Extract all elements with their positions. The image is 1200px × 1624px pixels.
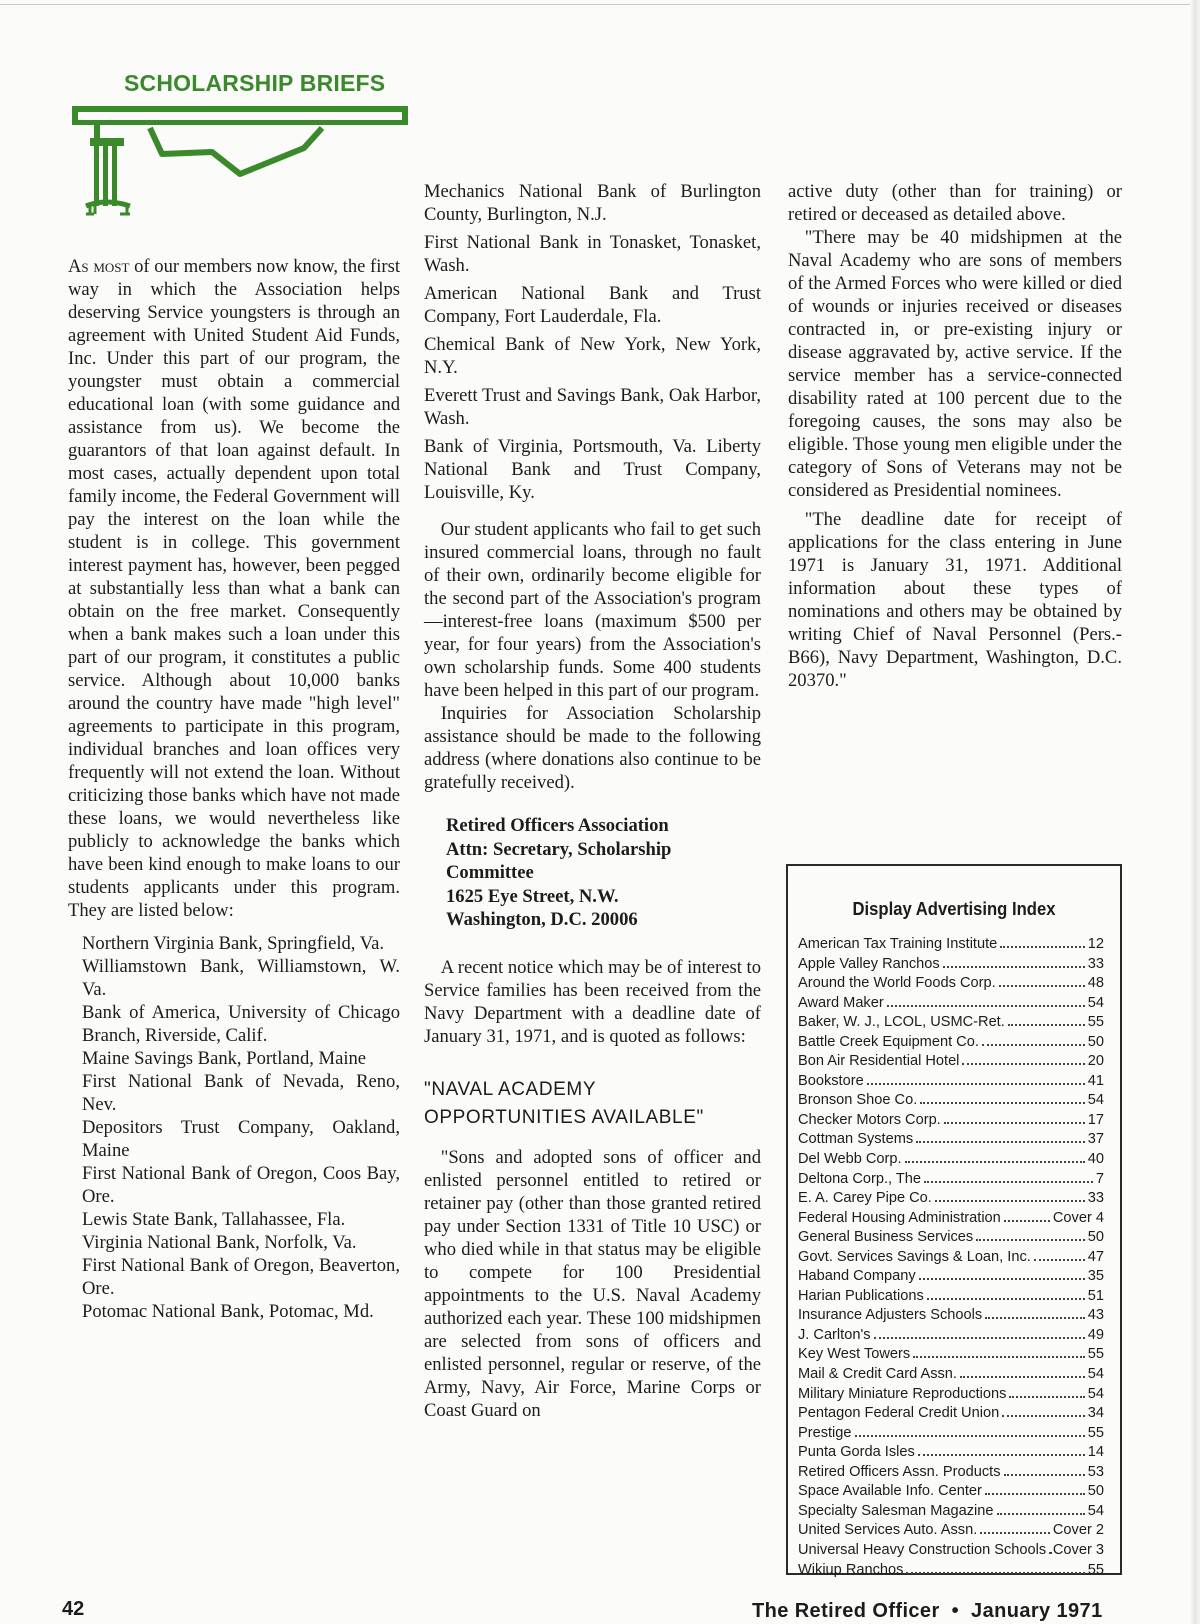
advertising-index-row — [798, 1012, 1104, 1032]
dot-leader — [906, 1560, 1084, 1574]
intro-text: of our members now know, the first way in which the Association helps deserving Service youngsters is through an agreement with United Student Aid Funds, Inc. Under this part of our program, the youngster must obtain a commercial educational loan (with some guidance and assistance from us). We become the guarantors of that loan against default. In most cases, actually dependent upon total family income, the Federal Government will pay the interest on the loan while the student is in college. This government interest payment has, however, been pegged at substantially less than what a bank can obtain on the free market. Consequently when a bank makes such a loan under this part of our program, it constitutes a public service. Although about 10,000 banks around the country have made "high level" agreements to participate in this program, individual branches and loan offices very frequently will not extend the loan. Without criticizing those banks which have not made these loans, we would nevertheless like publicly to acknowledge the banks which have been kind enough to make loans to our students applicants under this program. They are listed below: — [68, 256, 400, 921]
paragraph-inquiries: Inquiries for Association Scholarship assistance should be made to the following address (where donations also continue to be gratefully received). — [424, 703, 761, 793]
advertising-index-row — [798, 1051, 1104, 1071]
advertiser-page: 37 — [1087, 1131, 1104, 1148]
advertising-index-row — [798, 1520, 1104, 1540]
advertiser-name: Checker Motors Corp. — [798, 1111, 941, 1128]
advertiser-page: 54 — [1087, 994, 1104, 1011]
advertising-index-row — [798, 1032, 1104, 1052]
advertising-index-row — [798, 1364, 1104, 1384]
dot-leader — [980, 1520, 1050, 1534]
address-line: 1625 Eye Street, N.W. — [446, 885, 619, 907]
advertising-index-row — [798, 973, 1104, 993]
advertising-index-row — [798, 1305, 1104, 1325]
address-line: Attn: Secretary, Scholarship Committee — [446, 838, 672, 883]
advertiser-name: Specialty Salesman Magazine — [798, 1502, 994, 1519]
advertising-index-row — [798, 1149, 1104, 1169]
quote-subheading: "NAVAL ACADEMY OPPORTUNITIES AVAILABLE" — [424, 1078, 704, 1128]
advertiser-name: Award Maker — [798, 994, 884, 1011]
advertising-index-row — [798, 1169, 1104, 1189]
dot-leader — [1004, 1208, 1050, 1222]
dot-leader — [999, 973, 1085, 987]
footer-bullet: • — [951, 1600, 960, 1622]
advertising-index-row — [798, 1071, 1104, 1091]
advertiser-page: 55 — [1087, 1424, 1104, 1441]
advertiser-page: 41 — [1087, 1072, 1104, 1089]
publication-name: The Retired Officer — [752, 1600, 940, 1622]
advertiser-name: Military Miniature Reproductions — [798, 1385, 1007, 1402]
advertiser-name: Govt. Services Savings & Loan, Inc. — [798, 1248, 1031, 1265]
advertiser-page: 48 — [1087, 975, 1104, 992]
paragraph-interest-free: Our student applicants who fail to get such insured commercial loans, through no fault of their own, ordinarily become eligible for the second part of the Association's program—interest-free loans (maximum $500 per year, for four years) from the Association's own scholarship funds. Some 400 students have been helped in this part of our program. — [424, 519, 761, 701]
dot-leader — [985, 1305, 1085, 1319]
page-edge — [1190, 0, 1200, 1624]
advertiser-name: Pentagon Federal Credit Union — [798, 1405, 1000, 1422]
list-item: Virginia National Bank, Norfolk, Va. — [82, 1232, 357, 1253]
advertiser-page: 14 — [1087, 1444, 1104, 1461]
advertising-index-row — [798, 1286, 1104, 1306]
list-item: American National Bank and Trust Company, Fort Lauderdale, Fla. — [424, 283, 761, 327]
advertising-index-row — [798, 1129, 1104, 1149]
advertiser-name: Del Webb Corp. — [798, 1151, 902, 1168]
advertiser-name: Prestige — [798, 1424, 852, 1441]
top-rule — [0, 4, 1200, 5]
advertising-index-row — [798, 934, 1104, 954]
dot-leader — [927, 1286, 1085, 1300]
dot-leader — [920, 1090, 1085, 1104]
dot-leader — [919, 1266, 1085, 1280]
dot-leader — [997, 1501, 1085, 1515]
list-item: Chemical Bank of New York, New York, N.Y. — [424, 334, 761, 378]
dot-leader — [1009, 1384, 1084, 1398]
advertiser-page: Cover 4 — [1052, 1209, 1104, 1226]
list-item: Maine Savings Bank, Portland, Maine — [82, 1048, 367, 1069]
advertiser-page: 55 — [1087, 1561, 1104, 1578]
advertiser-page: 17 — [1087, 1111, 1104, 1128]
advertising-index-box — [786, 864, 1122, 1578]
advertiser-page: 47 — [1087, 1248, 1104, 1265]
list-item: Bank of America, University of Chicago Branch, Riverside, Calif. — [82, 1002, 400, 1046]
mailing-address — [424, 814, 761, 932]
list-item: First National Bank of Nevada, Reno, Nev. — [82, 1071, 400, 1115]
advertising-index-row — [798, 1462, 1104, 1482]
advertising-index-row — [798, 1325, 1104, 1345]
advertising-index-row — [798, 1403, 1104, 1423]
intro-paragraph — [68, 255, 400, 922]
paragraph-deadline: "The deadline date for receipt of applications for the class entering in June 1971 is January 31, 1971. Additional information about these types of nominations and others may be obtained by writing Chief of Naval Personnel (Pers.-B66), Navy Department, Washington, D.C. 20370." — [788, 509, 1122, 691]
advertiser-name: Wikiup Ranchos — [798, 1561, 904, 1578]
advertising-index-row — [798, 1560, 1104, 1580]
advertiser-page: 55 — [1087, 1346, 1104, 1363]
list-item: First National Bank of Oregon, Coos Bay, Ore. — [82, 1163, 400, 1207]
dot-leader — [1008, 1012, 1085, 1026]
advertising-index-list — [788, 934, 1120, 1579]
advertising-index-row — [798, 1501, 1104, 1521]
page-number: 42 — [62, 1598, 85, 1620]
dot-leader — [982, 1032, 1085, 1046]
advertiser-name: Deltona Corp., The — [798, 1170, 922, 1187]
column-3 — [788, 180, 1122, 692]
advertiser-page: 51 — [1087, 1287, 1104, 1304]
advertiser-page: 53 — [1087, 1463, 1104, 1480]
advertiser-page: 54 — [1087, 1366, 1104, 1383]
advertising-index-row — [798, 1208, 1104, 1228]
dot-leader — [855, 1423, 1085, 1437]
list-item: Williamstown Bank, Williamstown, W. Va. — [82, 956, 400, 1000]
list-item: Northern Virginia Bank, Springfield, Va. — [82, 933, 385, 954]
advertising-index-row — [798, 1384, 1104, 1404]
advertising-index-row — [798, 1481, 1104, 1501]
advertiser-page: 43 — [1087, 1307, 1104, 1324]
list-item: Everett Trust and Savings Bank, Oak Harbor, Wash. — [424, 385, 762, 429]
advertising-index-row — [798, 1266, 1104, 1286]
dot-leader — [1004, 1462, 1085, 1476]
advertising-index-row — [798, 1188, 1104, 1208]
page-footer — [752, 1600, 1103, 1623]
bank-list-2 — [424, 180, 761, 504]
advertiser-page: 12 — [1087, 936, 1104, 952]
list-item: Depositors Trust Company, Oakland, Maine — [82, 1117, 400, 1161]
dot-leader — [962, 1051, 1084, 1065]
advertiser-page: Cover 2 — [1052, 1522, 1104, 1539]
advertising-index-row — [798, 1090, 1104, 1110]
advertiser-name: J. Carlton's — [798, 1326, 871, 1343]
advertiser-name: E. A. Carey Pipe Co. — [798, 1190, 932, 1207]
dot-leader — [985, 1481, 1085, 1495]
dot-leader — [887, 993, 1085, 1007]
dot-leader — [1034, 1247, 1085, 1261]
advertiser-name: Haband Company — [798, 1268, 916, 1285]
advertiser-name: Around the World Foods Corp. — [798, 975, 996, 992]
advertiser-page: 35 — [1087, 1268, 1104, 1285]
advertising-index-row — [798, 1227, 1104, 1247]
advertiser-page: 7 — [1095, 1170, 1104, 1187]
advertiser-page: 40 — [1087, 1151, 1104, 1168]
dot-leader — [1000, 934, 1084, 948]
dot-leader — [1002, 1403, 1085, 1417]
advertiser-page: 54 — [1087, 1092, 1104, 1109]
dot-leader — [960, 1364, 1085, 1378]
list-item: Bank of Virginia, Portsmouth, Va. Liberty National Bank and Trust Company, Louisville, Ky. — [424, 436, 761, 503]
advertising-index-row — [798, 954, 1104, 974]
advertising-index-title: Display Advertising Index — [852, 898, 1056, 919]
section-heading: SCHOLARSHIP BRIEFS — [124, 70, 386, 96]
advertising-index-row — [798, 1442, 1104, 1462]
advertiser-name: Baker, W. J., LCOL, USMC-Ret. — [798, 1014, 1005, 1031]
advertising-index-row — [798, 993, 1104, 1013]
advertiser-page: 54 — [1087, 1385, 1104, 1402]
advertiser-name: General Business Services — [798, 1229, 974, 1246]
advertiser-name: Apple Valley Ranchos — [798, 955, 940, 972]
dot-leader — [874, 1325, 1085, 1339]
advertiser-name: Key West Towers — [798, 1346, 911, 1363]
advertiser-name: Retired Officers Assn. Products — [798, 1463, 1001, 1480]
bank-list-1 — [68, 932, 400, 1323]
address-line: Washington, D.C. 20006 — [446, 909, 638, 930]
advertiser-name: Insurance Adjusters Schools — [798, 1307, 983, 1324]
dot-leader — [913, 1344, 1085, 1358]
column-2 — [424, 180, 761, 1422]
mortarboard-tassel-icon — [72, 102, 424, 224]
advertiser-name: Cottman Systems — [798, 1131, 914, 1148]
intro-lead: As most — [68, 256, 130, 277]
list-item: Potomac National Bank, Potomac, Md. — [82, 1301, 374, 1322]
list-item: First National Bank in Tonasket, Tonasket, Wash. — [424, 232, 761, 276]
advertising-index-row — [798, 1540, 1104, 1560]
dot-leader — [976, 1227, 1085, 1241]
dot-leader — [1049, 1540, 1050, 1554]
advertiser-name: United Services Auto. Assn. — [798, 1522, 978, 1539]
advertiser-page: Cover 3 — [1052, 1541, 1104, 1558]
dot-leader — [944, 1110, 1085, 1124]
paragraph-sons-continued: active duty (other than for training) or retired or deceased as detailed above. — [788, 181, 1122, 225]
column-1 — [68, 255, 400, 1323]
paragraph-sons: "Sons and adopted sons of officer and enlisted personnel entitled to retired or retainer pay (other than those granted retired pay under Section 1331 of Title 10 USC) or who died while in that status may be eligible to compete for 100 Presidential appointments to the U.S. Naval Academy authorized each year. These 100 midshipmen are selected from sons of officers and enlisted personnel, regular or reserve, of the Army, Navy, Air Force, Marine Corps or Coast Guard on — [424, 1146, 761, 1421]
advertiser-page: 33 — [1087, 955, 1104, 972]
advertising-index-row — [798, 1247, 1104, 1267]
advertiser-page: 33 — [1087, 1190, 1104, 1207]
advertiser-name: Space Available Info. Center — [798, 1483, 982, 1500]
advertiser-name: Battle Creek Equipment Co. — [798, 1033, 979, 1050]
dot-leader — [943, 954, 1085, 968]
advertiser-name: Bookstore — [798, 1072, 864, 1089]
list-item: Lewis State Bank, Tallahassee, Fla. — [82, 1209, 346, 1230]
advertising-index-row — [798, 1110, 1104, 1130]
advertiser-name: Harian Publications — [798, 1287, 924, 1304]
paragraph-midshipmen: "There may be 40 midshipmen at the Naval Academy who are sons of members of the Armed Forces who were killed or died of wounds or injuries received or diseases contracted in, or pre-existing injury or disease aggravated by, active service. If the service member has a service-connected disability rated at 100 percent due to the foregoing causes, the sons may also be eligible. Those young men eligible under the category of Sons of Veterans may not be considered as Presidential nominees. — [788, 227, 1122, 501]
dot-leader — [905, 1149, 1085, 1163]
dot-leader — [918, 1442, 1085, 1456]
advertiser-page: 20 — [1087, 1053, 1104, 1070]
dot-leader — [935, 1188, 1085, 1202]
issue-date: January 1971 — [971, 1600, 1103, 1622]
advertiser-page: 54 — [1087, 1502, 1104, 1519]
dot-leader — [924, 1169, 1093, 1183]
advertiser-page: 50 — [1087, 1483, 1104, 1500]
advertiser-name: Universal Heavy Construction Schools — [798, 1541, 1047, 1558]
advertiser-name: Bon Air Residential Hotel — [798, 1053, 960, 1070]
address-line: Retired Officers Association — [446, 815, 669, 836]
advertiser-name: Mail & Credit Card Assn. — [798, 1366, 957, 1383]
dot-leader — [867, 1071, 1085, 1085]
advertising-index-row — [798, 1423, 1104, 1443]
paragraph-notice: A recent notice which may be of interest to Service families has been received from the Navy Department with a deadline date of January 31, 1971, and is quoted as follows: — [424, 956, 761, 1047]
advertiser-page: 49 — [1087, 1326, 1104, 1343]
dot-leader — [916, 1129, 1085, 1143]
advertiser-page: 50 — [1087, 1033, 1104, 1050]
advertiser-name: American Tax Training Institute — [798, 936, 998, 952]
advertiser-page: 34 — [1087, 1405, 1104, 1422]
advertiser-name: Federal Housing Administration — [798, 1209, 1001, 1226]
list-item: Mechanics National Bank of Burlington County, Burlington, N.J. — [424, 181, 761, 225]
list-item: First National Bank of Oregon, Beaverton, Ore. — [82, 1255, 400, 1299]
advertising-index-row — [798, 1344, 1104, 1364]
advertiser-name: Bronson Shoe Co. — [798, 1092, 918, 1109]
advertiser-page: 55 — [1087, 1014, 1104, 1031]
advertiser-name: Punta Gorda Isles — [798, 1444, 915, 1461]
advertiser-page: 50 — [1087, 1229, 1104, 1246]
